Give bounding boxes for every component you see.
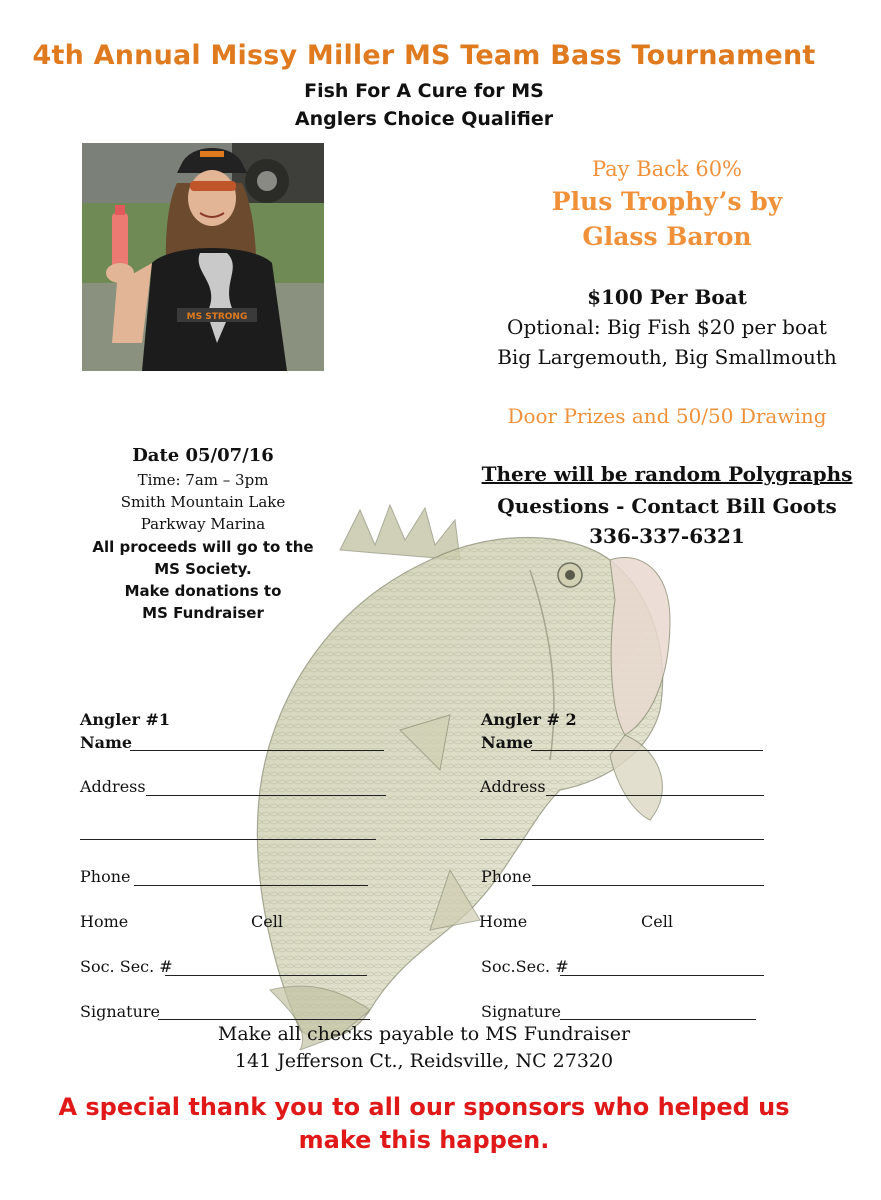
angler1-name-field[interactable] — [130, 750, 384, 751]
contact-line: Questions - Contact Bill Goots — [497, 494, 837, 518]
angler2-address-label: Address — [480, 777, 546, 796]
angler2-signature-field[interactable] — [560, 1019, 756, 1020]
angler2-cell-label: Cell — [641, 912, 673, 931]
angler1-address-label: Address — [80, 777, 146, 796]
angler2-ssn-field[interactable] — [560, 975, 764, 976]
angler2-address-field-2[interactable] — [480, 839, 764, 840]
event-time: Time: 7am – 3pm — [137, 471, 269, 489]
checks-payable-line: Make all checks payable to MS Fundraiser — [217, 1023, 631, 1045]
sponsor-thanks-line-2: make this happen. — [298, 1126, 550, 1154]
angler1-ssn-label: Soc. Sec. # — [80, 957, 173, 976]
subtitle-qualifier: Anglers Choice Qualifier — [294, 108, 554, 130]
payback-percent: Pay Back 60% — [591, 157, 743, 181]
species-line: Big Largemouth, Big Smallmouth — [497, 345, 837, 369]
big-fish-option: Optional: Big Fish $20 per boat — [507, 315, 827, 339]
proceeds-line-1: All proceeds will go to the — [92, 538, 314, 556]
angler1-address-field[interactable] — [146, 795, 386, 796]
angler2-home-label: Home — [479, 912, 528, 931]
angler2-phone-field[interactable] — [532, 885, 764, 886]
tournament-title: 4th Annual Missy Miller MS Team Bass Tournament — [32, 40, 816, 71]
angler1-phone-field[interactable] — [134, 885, 368, 886]
door-prizes-line: Door Prizes and 50/50 Drawing — [507, 404, 827, 428]
angler1-ssn-field[interactable] — [165, 975, 367, 976]
proceeds-line-2: MS Society. — [154, 560, 252, 578]
angler1-name-label: Name — [80, 733, 133, 752]
glass-baron-line: Glass Baron — [582, 222, 752, 251]
event-marina: Parkway Marina — [140, 515, 266, 533]
polygraph-notice: There will be random Polygraphs — [481, 462, 853, 486]
angler2-signature-label: Signature — [481, 1002, 562, 1021]
contact-phone: 336-337-6321 — [589, 524, 745, 548]
event-date: Date 05/07/16 — [132, 445, 274, 466]
subtitle-fish-for-cure: Fish For A Cure for MS — [304, 80, 544, 102]
angler2-phone-label: Phone — [481, 867, 532, 886]
angler1-phone-label: Phone — [80, 867, 131, 886]
donations-line-2: MS Fundraiser — [142, 604, 264, 621]
angler1-cell-label: Cell — [251, 912, 283, 931]
angler2-name-label: Name — [481, 733, 534, 752]
angler1-signature-label: Signature — [80, 1002, 161, 1021]
angler2-ssn-label: Soc.Sec. # — [481, 957, 569, 976]
ms-strong-text: MS STRONG — [186, 312, 248, 322]
trophy-line: Plus Trophy’s by — [551, 187, 783, 216]
mailing-address: 141 Jefferson Ct., Reidsville, NC 27320 — [234, 1050, 614, 1072]
angler2-heading: Angler # 2 — [481, 710, 577, 729]
angler1-address-field-2[interactable] — [80, 839, 376, 840]
angler-photo — [82, 143, 324, 371]
angler1-home-label: Home — [80, 912, 129, 931]
entry-fee: $100 Per Boat — [587, 285, 747, 309]
woman-holding-bottle-image — [82, 143, 324, 371]
event-lake: Smith Mountain Lake — [120, 493, 286, 511]
angler1-heading: Angler #1 — [80, 710, 171, 729]
sponsor-thanks-line-1: A special thank you to all our sponsors who helped us — [58, 1093, 790, 1121]
angler2-address-field[interactable] — [546, 795, 764, 796]
angler1-signature-field[interactable] — [158, 1019, 370, 1020]
angler2-name-field[interactable] — [531, 750, 763, 751]
donations-line-1: Make donations to — [124, 582, 282, 600]
